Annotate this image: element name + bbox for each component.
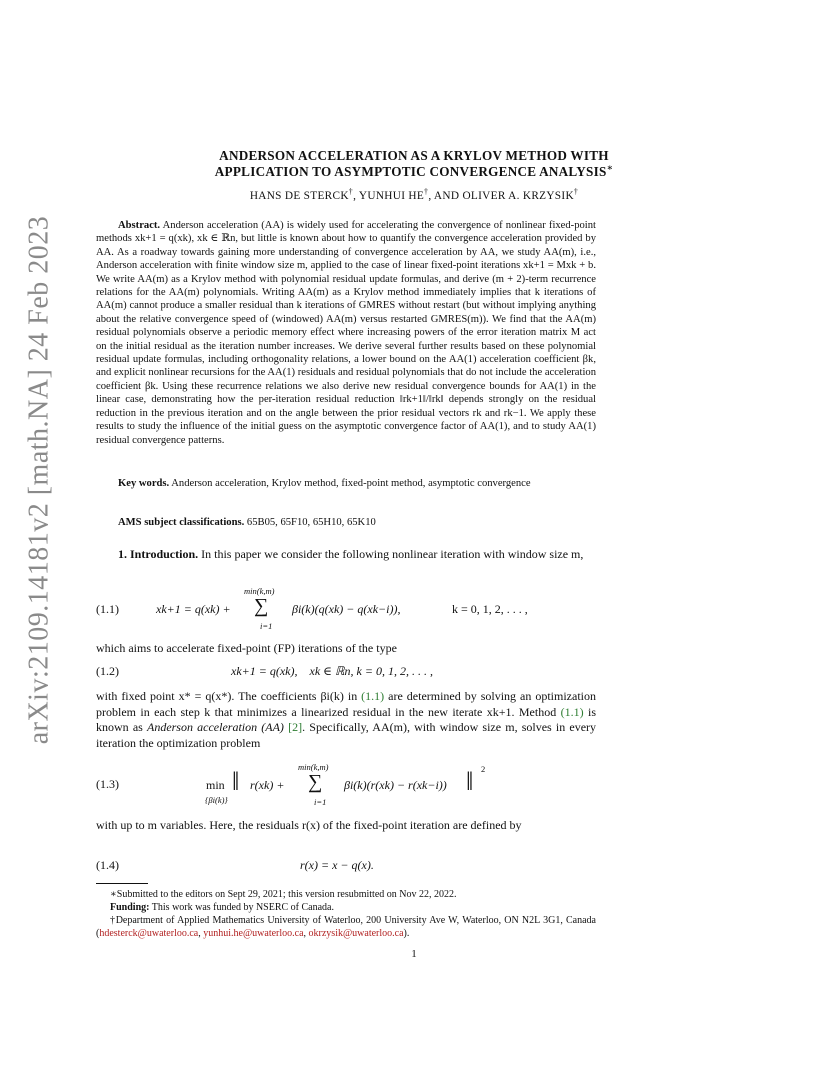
title-line-1: ANDERSON ACCELERATION AS A KRYLOV METHOD WITH [219,148,609,163]
ams-codes: 65B05, 65F10, 65H10, 65K10 [246,517,376,528]
equation-reference-link[interactable]: (1.1) [560,704,584,719]
sum-lower-limit: i=1 [314,797,327,807]
funding-label: Funding: [110,902,150,913]
equation-number: (1.1) [96,602,119,616]
paragraph: with up to m variables. Here, the residuals r(x) of the fixed-point iteration are defined by [96,818,522,832]
ams-classifications [118,517,376,528]
author-de-sterck: HANS DE STERCK [249,190,349,202]
footnote-affiliation: †Department of Applied Mathematics University of Waterloo, 200 University Ave W, Waterloo, ON N2L 3G1, Canada (hdesterck@uwaterloo.ca, yunhui.he@uwaterloo.ca, okrzysik@uwaterloo.ca). [96,915,596,939]
sum-sign: ∑ [254,595,269,617]
title-line-2: APPLICATION TO ASYMPTOTIC CONVERGENCE ANALYSIS [214,164,607,179]
norm-close: ‖ [466,767,474,796]
equation-1-2 [96,664,596,682]
sum-sign: ∑ [308,771,323,793]
section-heading: 1. Introduction. [118,547,199,561]
norm-open: ‖ [232,767,240,796]
paragraph: which aims to accelerate fixed-point (FP) iterations of the type [96,641,397,655]
email-link-de-sterck[interactable]: hdesterck@uwaterloo.ca [99,928,199,939]
equation-1-1 [96,585,596,635]
equation-reference-link[interactable]: (1.1) [361,689,385,703]
sum-upper-limit: min(k,m) [298,762,329,772]
equation-lhs: xk+1 = q(xk) + [156,602,231,616]
equation-body: xk+1 = q(xk), xk ∈ ℝn, k = 0, 1, 2, . . . , [231,664,433,678]
intro-text: In this paper we consider the following nonlinear iteration with window size m, [201,547,584,561]
min-operator: min [206,778,225,792]
author-mark-2: † [424,187,429,197]
paragraph: with fixed point x* = q(x*). The coefficients βi(k) in (1.1) are determined by solving an optimization problem in each step k that minimizes a linearized residual in the new iterate xk+1. Method (1.1) is known as Anderson acceleration (AA) [2]. Specifically, AA(m), with window size m, solves in every iteration the optimization problem [96,689,597,750]
paper-title [96,148,732,180]
footnote-divider [96,883,148,884]
title-footnote-mark: ∗ [606,162,614,173]
emphasis-text: Anderson acceleration (AA) [146,720,284,735]
author-krzysik: OLIVER A. KRZYSIK [462,190,574,202]
sum-lower-limit: i=1 [260,621,273,631]
ams-label: AMS subject classifications. [118,517,245,528]
equation-rhs: βi(k)(r(xk) − r(xk−i)) [344,778,447,792]
footnote-submission: ∗Submitted to the editors on Sept 29, 2021; this version resubmitted on Nov 22, 2022. [110,889,457,900]
author-list: HANS DE STERCK†, YUNHUI HE†, AND OLIVER A. KRZYSIK† [249,187,579,202]
equation-number: (1.4) [96,858,119,872]
author-mark-1: † [348,187,354,197]
author-mark-3: † [573,187,579,197]
keywords-label: Key words. [118,478,170,489]
email-link-he[interactable]: yunhui.he@uwaterloo.ca [203,928,304,939]
arxiv-identifier: arXiv:2109.14181v2 [math.NA] 24 Feb 2023 [23,215,55,745]
sum-upper-limit: min(k,m) [244,586,275,596]
equation-number: (1.3) [96,777,119,791]
equation-number: (1.2) [96,664,119,678]
equation-index-range: k = 0, 1, 2, . . . , [452,602,528,616]
abstract-text: Anderson acceleration (AA) is widely used for accelerating the convergence of nonlinear fixed-point methods xk+1 = q(xk), xk ∈ ℝn, but little is known about how to quantify the convergence acceleration provided by AA. As a roadway towards gaining more understanding of convergence acceleration by AA, we study AA(m), i.e., Anderson acceleration with finite window size m, applied to the case of linear fixed-point iterations xk+1 = Mxk + b. We write AA(m) as a Krylov method with polynomial residual update formulas, and derive (m + 2)-term recurrence relations for the AA(m) polynomials. Writing AA(m) as a Krylov method immediately implies that k iterations of AA(m) cannot produce a smaller residual than k iterations of GMRES without restart (but without implying anything about the relative convergence speed of (windowed) AA(m) versus restarted GMRES(m)). We find that the AA(m) residual polynomials observe a periodic memory effect where increasing powers of the error iteration matrix M act on the initial residual as the iteration number increases. We derive several further results based on these polynomial residual update formulas, including orthogonality relations, a lower bound on the AA(1) acceleration coefficient βk, and explicit nonlinear recursions for the AA(1) residuals and residual polynomials that do not include the acceleration coefficient βk. Using these recurrence relations we also derive new residual convergence bounds for AA(1) in the linear case, demonstrating how the per-iteration residual reduction ‖rk+1‖/‖rk‖ depends strongly on the residual reduction in the previous iteration and on the angle between the prior residual vectors rk and rk−1. We apply these results to study the influence of the initial guess on the asymptotic convergence factor of AA(1), and to study AA(1) residual convergence patterns. [96,220,596,446]
email-link-krzysik[interactable]: okrzysik@uwaterloo.ca [308,928,404,939]
equation-1-4 [96,858,596,876]
norm-power: 2 [481,764,486,774]
min-subscript: {βi(k)} [205,795,228,805]
equation-lhs: r(xk) + [250,778,285,792]
page-number: 1 [411,948,417,960]
abstract [96,219,596,447]
author-he: YUNHUI HE [358,190,425,202]
introduction [96,547,596,563]
keywords-text: Anderson acceleration, Krylov method, fixed-point method, asymptotic convergence [171,478,531,489]
equation-body: r(x) = x − q(x). [300,858,374,872]
keywords [96,477,596,490]
arxiv-sidebar [14,215,64,745]
citation-link[interactable]: [2] [288,720,303,735]
abstract-label: Abstract. [118,220,161,231]
equation-1-3 [96,758,596,810]
equation-rhs: βi(k)(q(xk) − q(xk−i)), [292,602,401,616]
footnote-funding: Funding: This work was funded by NSERC of Canada. [110,902,334,913]
